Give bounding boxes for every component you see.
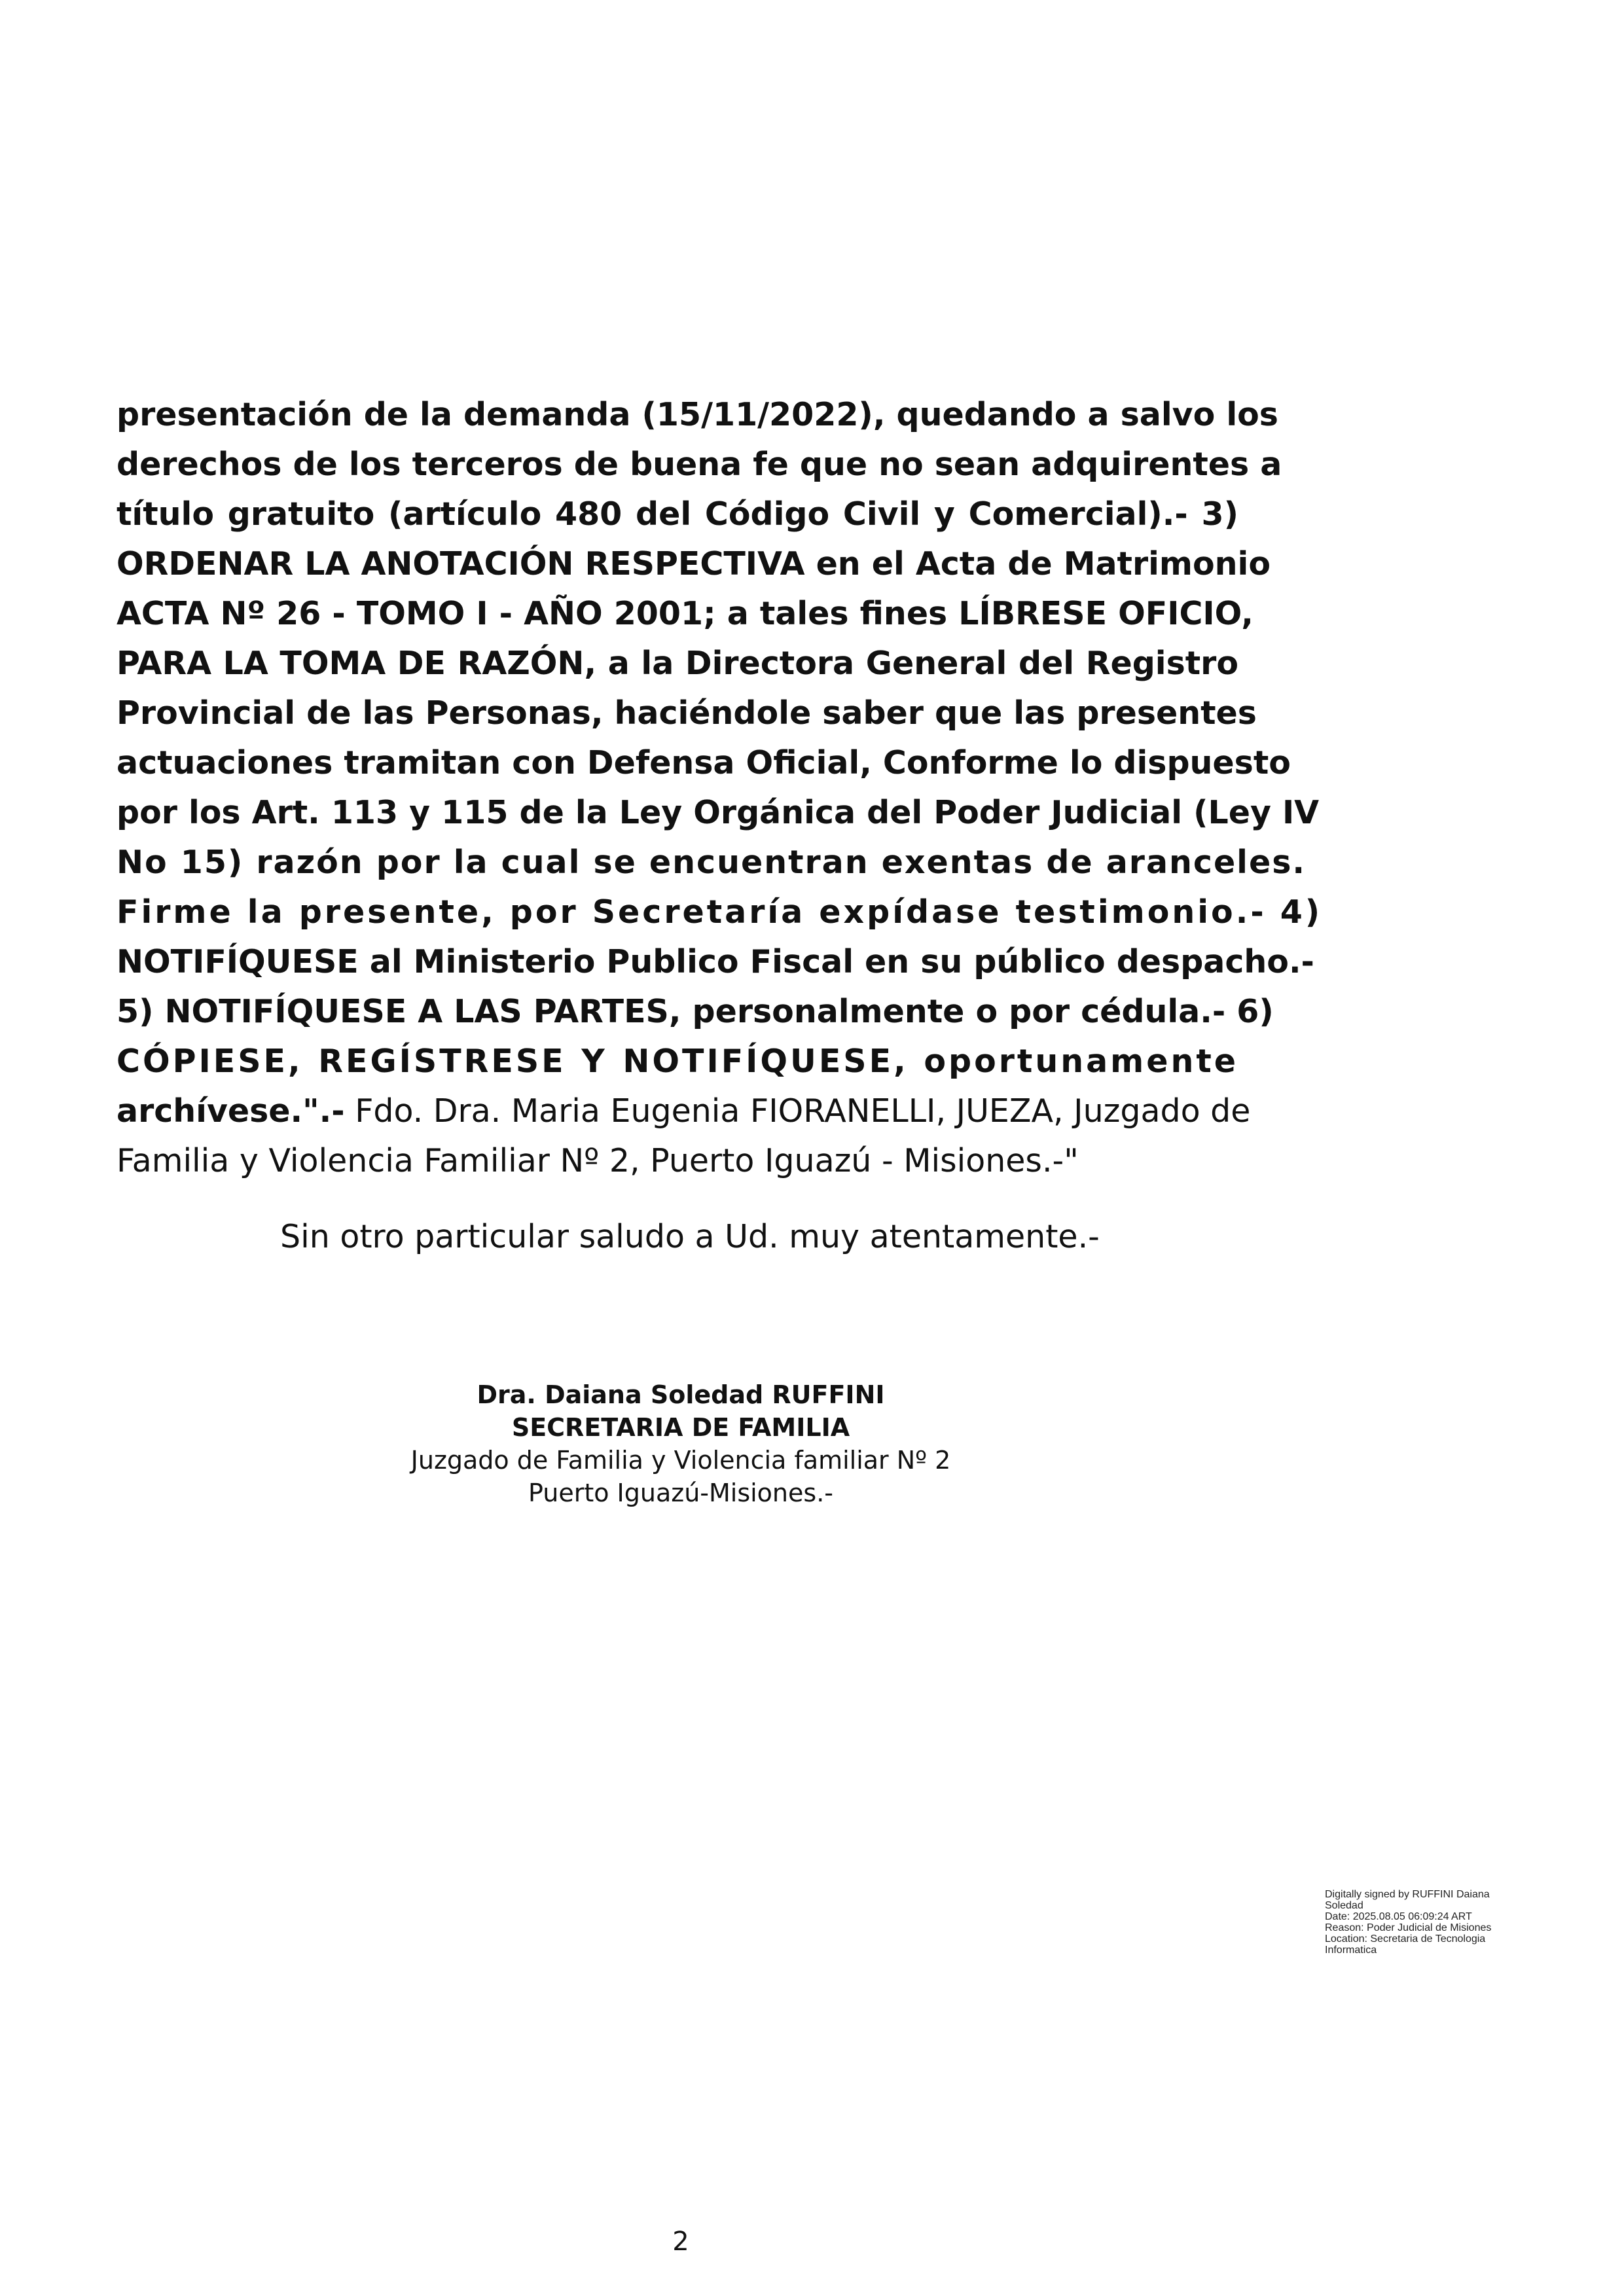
body-line: ACTA Nº 26 - TOMO I - AÑO 2001; a tales fines LÍBRESE OFICIO, bbox=[117, 595, 1254, 632]
stamp-line: Soledad bbox=[1325, 1900, 1363, 1911]
closing-salutation: Sin otro particular saludo a Ud. muy atentamente.- bbox=[280, 1218, 1100, 1255]
body-line-regular-part: Fdo. Dra. Maria Eugenia FIORANELLI, JUEZA, Juzgado de bbox=[344, 1092, 1251, 1130]
body-line: presentación de la demanda (15/11/2022), quedando a salvo los bbox=[117, 396, 1278, 433]
stamp-line: Date: 2025.08.05 06:09:24 ART bbox=[1325, 1911, 1472, 1922]
digital-signature-stamp bbox=[1325, 1889, 1502, 1956]
body-line: NOTIFÍQUESE al Ministerio Publico Fiscal en su público despacho.- bbox=[117, 943, 1314, 980]
body-line: CÓPIESE, REGÍSTRESE Y NOTIFÍQUESE, oportunamente bbox=[117, 1043, 1238, 1080]
stamp-line: Informatica bbox=[1325, 1945, 1377, 1956]
page-number: 2 bbox=[672, 2227, 689, 2257]
body-line bbox=[117, 1086, 1251, 1136]
signer-name: Dra. Daiana Soledad RUFFINI bbox=[477, 1380, 885, 1409]
body-line: derechos de los terceros de buena fe que no sean adquirentes a bbox=[117, 446, 1282, 483]
stamp-line: Digitally signed by RUFFINI Daiana bbox=[1325, 1889, 1490, 1900]
body-line: ORDENAR LA ANOTACIÓN RESPECTIVA en el Acta de Matrimonio bbox=[117, 545, 1271, 583]
stamp-line: Location: Secretaria de Tecnologia bbox=[1325, 1933, 1486, 1945]
body-line: Familia y Violencia Familiar Nº 2, Puerto Iguazú - Misiones.-" bbox=[117, 1142, 1079, 1179]
signer-court: Juzgado de Familia y Violencia familiar Nº 2 bbox=[410, 1446, 951, 1475]
body-line: título gratuito (artículo 480 del Código Civil y Comercial).- 3) bbox=[117, 495, 1238, 533]
body-line: 5) NOTIFÍQUESE A LAS PARTES, personalmente o por cédula.- 6) bbox=[117, 993, 1274, 1030]
body-line-bold-part: archívese.".- bbox=[117, 1092, 345, 1130]
body-line: Firme la presente, por Secretaría expídase testimonio.- 4) bbox=[117, 893, 1323, 931]
signer-title: SECRETARIA DE FAMILIA bbox=[511, 1413, 850, 1442]
body-line: actuaciones tramitan con Defensa Oficial, Conforme lo dispuesto bbox=[117, 744, 1291, 781]
stamp-line: Reason: Poder Judicial de Misiones bbox=[1325, 1922, 1492, 1933]
body-line: No 15) razón por la cual se encuentran exentas de aranceles. bbox=[117, 844, 1306, 881]
body-line: PARA LA TOMA DE RAZÓN, a la Directora General del Registro bbox=[117, 645, 1238, 682]
signer-location: Puerto Iguazú-Misiones.- bbox=[528, 1479, 833, 1507]
body-line: por los Art. 113 y 115 de la Ley Orgánica del Poder Judicial (Ley IV bbox=[117, 794, 1320, 831]
body-line: Provincial de las Personas, haciéndole saber que las presentes bbox=[117, 694, 1257, 732]
